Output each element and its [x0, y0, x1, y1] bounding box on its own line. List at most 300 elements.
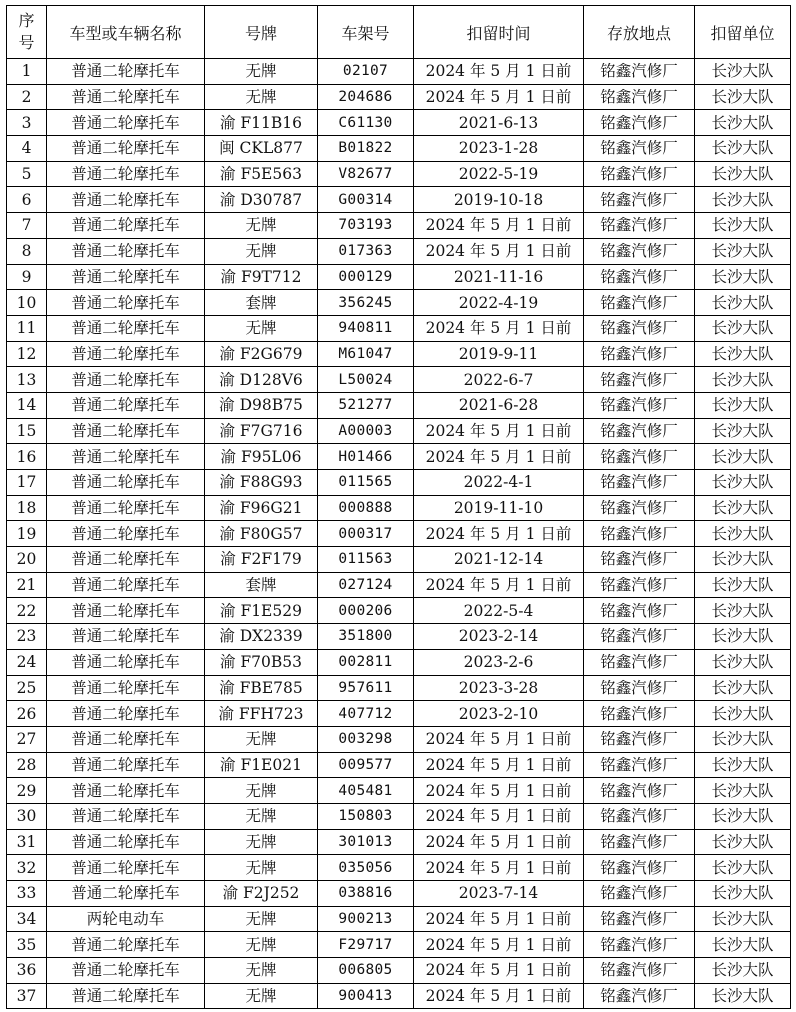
- cell-seq: 37: [7, 983, 47, 1009]
- cell-model: 普通二轮摩托车: [47, 187, 205, 213]
- cell-plate: 无牌: [205, 59, 318, 85]
- cell-model: 普通二轮摩托车: [47, 264, 205, 290]
- table-row: [7, 932, 791, 958]
- table-row: [7, 264, 791, 290]
- header-seq-line2: 号: [18, 33, 35, 52]
- cell-time: 2019-11-10: [414, 495, 584, 521]
- cell-model: 普通二轮摩托车: [47, 290, 205, 316]
- cell-unit: 长沙大队: [695, 572, 791, 598]
- cell-unit: 长沙大队: [695, 367, 791, 393]
- cell-seq: 1: [7, 59, 47, 85]
- cell-unit: 长沙大队: [695, 932, 791, 958]
- cell-location: 铭鑫汽修厂: [584, 624, 695, 650]
- cell-location: 铭鑫汽修厂: [584, 701, 695, 727]
- table-row: [7, 598, 791, 624]
- cell-frame: 011563: [318, 547, 414, 573]
- cell-time: 2023-2-14: [414, 624, 584, 650]
- table-row: [7, 701, 791, 727]
- cell-unit: 长沙大队: [695, 675, 791, 701]
- cell-time: 2024 年 5 月 1 日前: [414, 752, 584, 778]
- table-row: [7, 290, 791, 316]
- header-model: 车型或车辆名称: [47, 6, 205, 59]
- cell-frame: V82677: [318, 161, 414, 187]
- cell-frame: F29717: [318, 932, 414, 958]
- cell-seq: 31: [7, 829, 47, 855]
- cell-unit: 长沙大队: [695, 598, 791, 624]
- cell-model: 普通二轮摩托车: [47, 444, 205, 470]
- cell-time: 2024 年 5 月 1 日前: [414, 906, 584, 932]
- cell-frame: 003298: [318, 726, 414, 752]
- cell-time: 2024 年 5 月 1 日前: [414, 84, 584, 110]
- cell-unit: 长沙大队: [695, 752, 791, 778]
- cell-seq: 20: [7, 547, 47, 573]
- cell-plate: 无牌: [205, 84, 318, 110]
- table-row: [7, 136, 791, 162]
- cell-model: 普通二轮摩托车: [47, 726, 205, 752]
- cell-frame: 703193: [318, 213, 414, 239]
- cell-seq: 11: [7, 315, 47, 341]
- table-row: [7, 881, 791, 907]
- cell-location: 铭鑫汽修厂: [584, 829, 695, 855]
- cell-frame: 000129: [318, 264, 414, 290]
- cell-time: 2024 年 5 月 1 日前: [414, 983, 584, 1009]
- table-row: [7, 624, 791, 650]
- cell-location: 铭鑫汽修厂: [584, 367, 695, 393]
- table-row: [7, 84, 791, 110]
- cell-unit: 长沙大队: [695, 521, 791, 547]
- table-row: [7, 341, 791, 367]
- cell-location: 铭鑫汽修厂: [584, 110, 695, 136]
- cell-frame: C61130: [318, 110, 414, 136]
- cell-location: 铭鑫汽修厂: [584, 187, 695, 213]
- cell-model: 普通二轮摩托车: [47, 161, 205, 187]
- cell-plate: 无牌: [205, 983, 318, 1009]
- cell-frame: G00314: [318, 187, 414, 213]
- cell-location: 铭鑫汽修厂: [584, 958, 695, 984]
- cell-model: 普通二轮摩托车: [47, 470, 205, 496]
- cell-seq: 16: [7, 444, 47, 470]
- cell-location: 铭鑫汽修厂: [584, 161, 695, 187]
- cell-plate: 无牌: [205, 906, 318, 932]
- cell-seq: 6: [7, 187, 47, 213]
- table-row: [7, 958, 791, 984]
- cell-frame: 405481: [318, 778, 414, 804]
- cell-plate: 渝 F1E021: [205, 752, 318, 778]
- cell-plate: 渝 D98B75: [205, 392, 318, 418]
- cell-location: 铭鑫汽修厂: [584, 470, 695, 496]
- table-row: [7, 238, 791, 264]
- cell-location: 铭鑫汽修厂: [584, 392, 695, 418]
- cell-location: 铭鑫汽修厂: [584, 315, 695, 341]
- cell-seq: 28: [7, 752, 47, 778]
- cell-frame: 900413: [318, 983, 414, 1009]
- cell-model: 普通二轮摩托车: [47, 829, 205, 855]
- cell-plate: 渝 F95L06: [205, 444, 318, 470]
- cell-time: 2021-6-13: [414, 110, 584, 136]
- cell-location: 铭鑫汽修厂: [584, 881, 695, 907]
- cell-unit: 长沙大队: [695, 238, 791, 264]
- cell-model: 普通二轮摩托车: [47, 547, 205, 573]
- cell-plate: 渝 FFH723: [205, 701, 318, 727]
- cell-model: 普通二轮摩托车: [47, 624, 205, 650]
- cell-location: 铭鑫汽修厂: [584, 84, 695, 110]
- cell-frame: 038816: [318, 881, 414, 907]
- cell-seq: 14: [7, 392, 47, 418]
- cell-unit: 长沙大队: [695, 84, 791, 110]
- cell-unit: 长沙大队: [695, 649, 791, 675]
- cell-unit: 长沙大队: [695, 418, 791, 444]
- cell-time: 2024 年 5 月 1 日前: [414, 418, 584, 444]
- cell-unit: 长沙大队: [695, 341, 791, 367]
- cell-unit: 长沙大队: [695, 290, 791, 316]
- cell-plate: 无牌: [205, 315, 318, 341]
- cell-seq: 26: [7, 701, 47, 727]
- cell-model: 普通二轮摩托车: [47, 392, 205, 418]
- cell-plate: 渝 DX2339: [205, 624, 318, 650]
- table-row: [7, 495, 791, 521]
- cell-location: 铭鑫汽修厂: [584, 675, 695, 701]
- table-row: [7, 444, 791, 470]
- cell-model: 普通二轮摩托车: [47, 572, 205, 598]
- table-row: [7, 367, 791, 393]
- cell-frame: 521277: [318, 392, 414, 418]
- cell-unit: 长沙大队: [695, 778, 791, 804]
- cell-seq: 30: [7, 803, 47, 829]
- cell-location: 铭鑫汽修厂: [584, 598, 695, 624]
- cell-unit: 长沙大队: [695, 161, 791, 187]
- table-row: [7, 752, 791, 778]
- cell-plate: 渝 F88G93: [205, 470, 318, 496]
- cell-seq: 27: [7, 726, 47, 752]
- cell-plate: 无牌: [205, 238, 318, 264]
- cell-seq: 33: [7, 881, 47, 907]
- cell-model: 普通二轮摩托车: [47, 958, 205, 984]
- cell-time: 2024 年 5 月 1 日前: [414, 726, 584, 752]
- cell-model: 两轮电动车: [47, 906, 205, 932]
- cell-frame: 02107: [318, 59, 414, 85]
- cell-model: 普通二轮摩托车: [47, 495, 205, 521]
- header-seq-line1: 序: [18, 11, 35, 30]
- cell-model: 普通二轮摩托车: [47, 675, 205, 701]
- table-row: [7, 726, 791, 752]
- cell-frame: B01822: [318, 136, 414, 162]
- cell-location: 铭鑫汽修厂: [584, 495, 695, 521]
- cell-plate: 渝 F70B53: [205, 649, 318, 675]
- cell-model: 普通二轮摩托车: [47, 881, 205, 907]
- cell-seq: 36: [7, 958, 47, 984]
- cell-seq: 12: [7, 341, 47, 367]
- cell-location: 铭鑫汽修厂: [584, 341, 695, 367]
- cell-seq: 4: [7, 136, 47, 162]
- cell-unit: 长沙大队: [695, 264, 791, 290]
- cell-model: 普通二轮摩托车: [47, 598, 205, 624]
- cell-plate: 无牌: [205, 855, 318, 881]
- cell-unit: 长沙大队: [695, 958, 791, 984]
- cell-seq: 18: [7, 495, 47, 521]
- header-unit: 扣留单位: [695, 6, 791, 59]
- cell-location: 铭鑫汽修厂: [584, 906, 695, 932]
- cell-model: 普通二轮摩托车: [47, 238, 205, 264]
- table-header-row: [7, 6, 791, 59]
- cell-plate: 渝 F2G679: [205, 341, 318, 367]
- cell-seq: 9: [7, 264, 47, 290]
- cell-unit: 长沙大队: [695, 881, 791, 907]
- table-row: [7, 470, 791, 496]
- cell-location: 铭鑫汽修厂: [584, 752, 695, 778]
- cell-unit: 长沙大队: [695, 701, 791, 727]
- cell-plate: 渝 F11B16: [205, 110, 318, 136]
- cell-frame: 351800: [318, 624, 414, 650]
- cell-frame: 301013: [318, 829, 414, 855]
- cell-seq: 10: [7, 290, 47, 316]
- cell-time: 2019-10-18: [414, 187, 584, 213]
- cell-unit: 长沙大队: [695, 547, 791, 573]
- header-location: 存放地点: [584, 6, 695, 59]
- cell-unit: 长沙大队: [695, 470, 791, 496]
- cell-plate: 渝 F96G21: [205, 495, 318, 521]
- cell-frame: 011565: [318, 470, 414, 496]
- cell-frame: 017363: [318, 238, 414, 264]
- cell-frame: 000317: [318, 521, 414, 547]
- cell-frame: 000888: [318, 495, 414, 521]
- cell-time: 2021-11-16: [414, 264, 584, 290]
- cell-plate: 无牌: [205, 803, 318, 829]
- cell-unit: 长沙大队: [695, 187, 791, 213]
- cell-seq: 29: [7, 778, 47, 804]
- table-body: [7, 59, 791, 1009]
- cell-frame: 002811: [318, 649, 414, 675]
- cell-frame: 900213: [318, 906, 414, 932]
- cell-model: 普通二轮摩托车: [47, 701, 205, 727]
- table-row: [7, 418, 791, 444]
- cell-time: 2024 年 5 月 1 日前: [414, 932, 584, 958]
- cell-frame: L50024: [318, 367, 414, 393]
- cell-time: 2021-12-14: [414, 547, 584, 573]
- cell-location: 铭鑫汽修厂: [584, 572, 695, 598]
- cell-seq: 7: [7, 213, 47, 239]
- cell-location: 铭鑫汽修厂: [584, 290, 695, 316]
- table-row: [7, 110, 791, 136]
- cell-unit: 长沙大队: [695, 59, 791, 85]
- cell-seq: 2: [7, 84, 47, 110]
- detained-vehicles-sheet: [6, 5, 791, 1009]
- cell-seq: 24: [7, 649, 47, 675]
- cell-time: 2023-7-14: [414, 881, 584, 907]
- header-time: 扣留时间: [414, 6, 584, 59]
- cell-seq: 3: [7, 110, 47, 136]
- cell-time: 2021-6-28: [414, 392, 584, 418]
- cell-time: 2022-4-1: [414, 470, 584, 496]
- cell-time: 2023-2-6: [414, 649, 584, 675]
- cell-plate: 渝 FBE785: [205, 675, 318, 701]
- header-seq: [7, 6, 47, 59]
- table-row: [7, 649, 791, 675]
- table-row: [7, 983, 791, 1009]
- cell-model: 普通二轮摩托车: [47, 418, 205, 444]
- cell-time: 2024 年 5 月 1 日前: [414, 958, 584, 984]
- cell-unit: 长沙大队: [695, 392, 791, 418]
- cell-model: 普通二轮摩托车: [47, 341, 205, 367]
- cell-location: 铭鑫汽修厂: [584, 983, 695, 1009]
- cell-time: 2024 年 5 月 1 日前: [414, 59, 584, 85]
- cell-unit: 长沙大队: [695, 726, 791, 752]
- cell-time: 2024 年 5 月 1 日前: [414, 213, 584, 239]
- cell-location: 铭鑫汽修厂: [584, 264, 695, 290]
- cell-unit: 长沙大队: [695, 110, 791, 136]
- table-row: [7, 315, 791, 341]
- cell-plate: 渝 F9T712: [205, 264, 318, 290]
- cell-model: 普通二轮摩托车: [47, 84, 205, 110]
- cell-model: 普通二轮摩托车: [47, 752, 205, 778]
- cell-location: 铭鑫汽修厂: [584, 213, 695, 239]
- cell-location: 铭鑫汽修厂: [584, 238, 695, 264]
- cell-plate: 无牌: [205, 829, 318, 855]
- cell-plate: 无牌: [205, 932, 318, 958]
- cell-model: 普通二轮摩托车: [47, 932, 205, 958]
- cell-seq: 8: [7, 238, 47, 264]
- cell-plate: 渝 D128V6: [205, 367, 318, 393]
- cell-model: 普通二轮摩托车: [47, 367, 205, 393]
- cell-model: 普通二轮摩托车: [47, 803, 205, 829]
- cell-time: 2022-6-7: [414, 367, 584, 393]
- cell-seq: 21: [7, 572, 47, 598]
- cell-frame: 000206: [318, 598, 414, 624]
- cell-location: 铭鑫汽修厂: [584, 855, 695, 881]
- cell-frame: 006805: [318, 958, 414, 984]
- header-plate: 号牌: [205, 6, 318, 59]
- cell-seq: 23: [7, 624, 47, 650]
- table-row: [7, 392, 791, 418]
- cell-seq: 25: [7, 675, 47, 701]
- cell-plate: 渝 F80G57: [205, 521, 318, 547]
- cell-plate: 渝 F7G716: [205, 418, 318, 444]
- cell-time: 2019-9-11: [414, 341, 584, 367]
- cell-frame: 035056: [318, 855, 414, 881]
- cell-plate: 渝 F1E529: [205, 598, 318, 624]
- cell-location: 铭鑫汽修厂: [584, 726, 695, 752]
- cell-unit: 长沙大队: [695, 136, 791, 162]
- cell-frame: M61047: [318, 341, 414, 367]
- cell-time: 2022-4-19: [414, 290, 584, 316]
- cell-plate: 套牌: [205, 290, 318, 316]
- cell-location: 铭鑫汽修厂: [584, 778, 695, 804]
- cell-seq: 22: [7, 598, 47, 624]
- cell-model: 普通二轮摩托车: [47, 136, 205, 162]
- cell-plate: 无牌: [205, 958, 318, 984]
- cell-seq: 15: [7, 418, 47, 444]
- cell-frame: 027124: [318, 572, 414, 598]
- cell-frame: 957611: [318, 675, 414, 701]
- cell-time: 2023-2-10: [414, 701, 584, 727]
- cell-seq: 35: [7, 932, 47, 958]
- cell-time: 2023-3-28: [414, 675, 584, 701]
- cell-seq: 34: [7, 906, 47, 932]
- cell-model: 普通二轮摩托车: [47, 649, 205, 675]
- cell-unit: 长沙大队: [695, 803, 791, 829]
- table-row: [7, 59, 791, 85]
- table-row: [7, 803, 791, 829]
- cell-unit: 长沙大队: [695, 983, 791, 1009]
- cell-model: 普通二轮摩托车: [47, 315, 205, 341]
- detained-vehicles-table: [6, 5, 791, 1009]
- cell-seq: 13: [7, 367, 47, 393]
- cell-model: 普通二轮摩托车: [47, 213, 205, 239]
- cell-location: 铭鑫汽修厂: [584, 803, 695, 829]
- table-row: [7, 855, 791, 881]
- table-row: [7, 778, 791, 804]
- cell-model: 普通二轮摩托车: [47, 521, 205, 547]
- cell-location: 铭鑫汽修厂: [584, 136, 695, 162]
- cell-time: 2023-1-28: [414, 136, 584, 162]
- cell-model: 普通二轮摩托车: [47, 778, 205, 804]
- cell-location: 铭鑫汽修厂: [584, 418, 695, 444]
- cell-plate: 渝 F2F179: [205, 547, 318, 573]
- cell-location: 铭鑫汽修厂: [584, 521, 695, 547]
- cell-frame: 940811: [318, 315, 414, 341]
- cell-time: 2022-5-19: [414, 161, 584, 187]
- cell-model: 普通二轮摩托车: [47, 59, 205, 85]
- cell-unit: 长沙大队: [695, 829, 791, 855]
- cell-plate: 无牌: [205, 726, 318, 752]
- cell-unit: 长沙大队: [695, 906, 791, 932]
- cell-time: 2024 年 5 月 1 日前: [414, 521, 584, 547]
- table-row: [7, 906, 791, 932]
- cell-unit: 长沙大队: [695, 495, 791, 521]
- cell-frame: 356245: [318, 290, 414, 316]
- cell-time: 2024 年 5 月 1 日前: [414, 803, 584, 829]
- cell-frame: 407712: [318, 701, 414, 727]
- table-row: [7, 572, 791, 598]
- cell-model: 普通二轮摩托车: [47, 855, 205, 881]
- cell-plate: 套牌: [205, 572, 318, 598]
- cell-unit: 长沙大队: [695, 624, 791, 650]
- cell-model: 普通二轮摩托车: [47, 983, 205, 1009]
- table-row: [7, 829, 791, 855]
- cell-time: 2024 年 5 月 1 日前: [414, 855, 584, 881]
- table-row: [7, 213, 791, 239]
- cell-frame: H01466: [318, 444, 414, 470]
- table-row: [7, 675, 791, 701]
- cell-plate: 无牌: [205, 778, 318, 804]
- table-row: [7, 521, 791, 547]
- cell-time: 2024 年 5 月 1 日前: [414, 444, 584, 470]
- cell-unit: 长沙大队: [695, 444, 791, 470]
- cell-plate: 闽 CKL877: [205, 136, 318, 162]
- cell-unit: 长沙大队: [695, 855, 791, 881]
- cell-location: 铭鑫汽修厂: [584, 59, 695, 85]
- cell-time: 2024 年 5 月 1 日前: [414, 315, 584, 341]
- cell-location: 铭鑫汽修厂: [584, 547, 695, 573]
- cell-plate: 无牌: [205, 213, 318, 239]
- cell-location: 铭鑫汽修厂: [584, 932, 695, 958]
- cell-location: 铭鑫汽修厂: [584, 444, 695, 470]
- cell-plate: 渝 D30787: [205, 187, 318, 213]
- cell-location: 铭鑫汽修厂: [584, 649, 695, 675]
- cell-unit: 长沙大队: [695, 213, 791, 239]
- cell-seq: 19: [7, 521, 47, 547]
- cell-plate: 渝 F2J252: [205, 881, 318, 907]
- cell-model: 普通二轮摩托车: [47, 110, 205, 136]
- header-frame: 车架号: [318, 6, 414, 59]
- table-row: [7, 547, 791, 573]
- cell-seq: 17: [7, 470, 47, 496]
- table-row: [7, 187, 791, 213]
- table-row: [7, 161, 791, 187]
- cell-frame: A00003: [318, 418, 414, 444]
- cell-time: 2024 年 5 月 1 日前: [414, 238, 584, 264]
- cell-frame: 009577: [318, 752, 414, 778]
- cell-time: 2024 年 5 月 1 日前: [414, 572, 584, 598]
